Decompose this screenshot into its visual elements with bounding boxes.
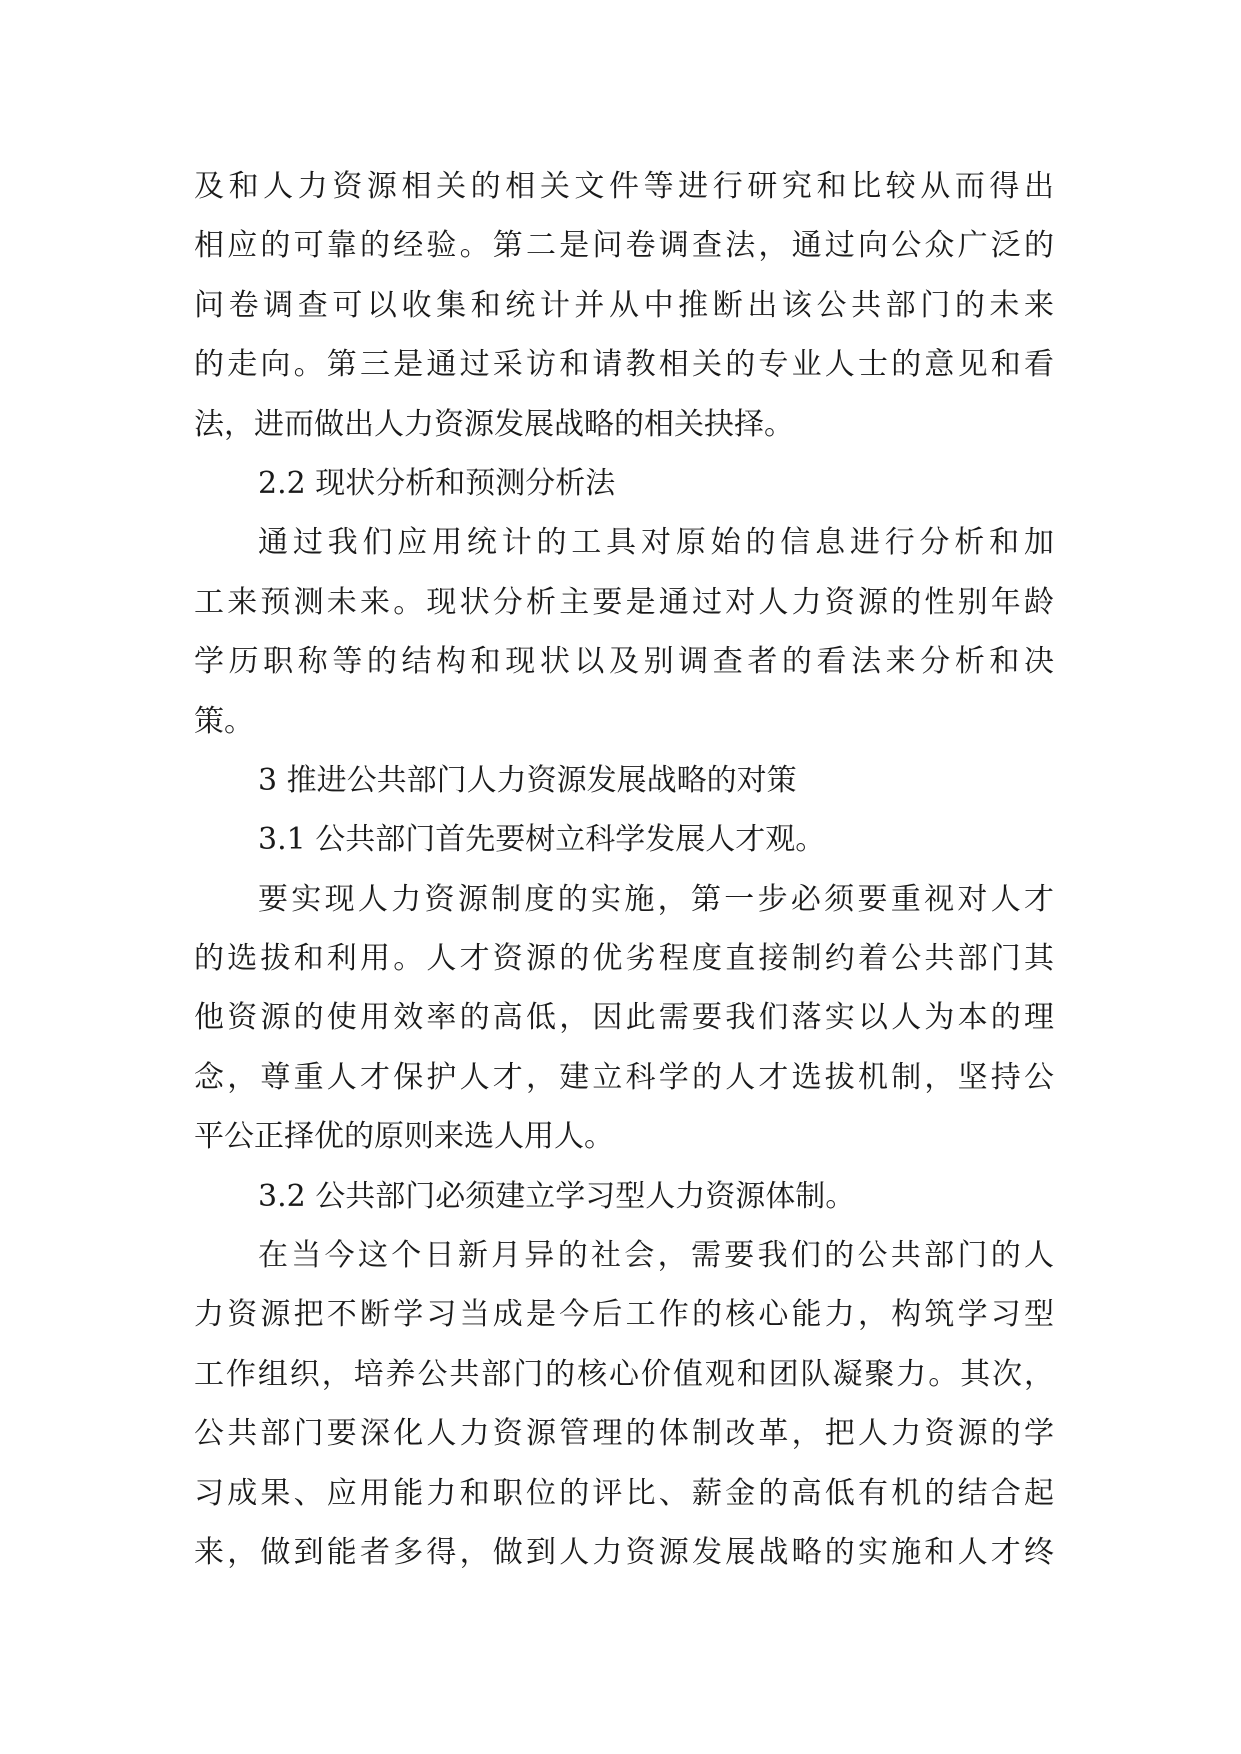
section-heading: 2.2 现状分析和预测分析法 [258, 465, 616, 501]
text-line: 学历职称等的结构和现状以及别调查者的看法来分析和决 [194, 644, 1054, 680]
text-line: 平公正择优的原则来选人用人。 [194, 1119, 614, 1155]
text-line: 念，尊重人才保护人才，建立科学的人才选拔机制，坚持公 [194, 1059, 1054, 1095]
text-line: 通过我们应用统计的工具对原始的信息进行分析和加 [258, 525, 1054, 561]
section-heading: 3 推进公共部门人力资源发展战略的对策 [258, 762, 797, 798]
text-line: 及和人力资源相关的相关文件等进行研究和比较从而得出 [194, 169, 1054, 204]
text-line: 力资源把不断学习当成是今后工作的核心能力，构筑学习型 [194, 1297, 1054, 1333]
text-line: 来，做到能者多得，做到人力资源发展战略的实施和人才终 [194, 1534, 1054, 1570]
text-line: 要实现人力资源制度的实施，第一步必须要重视对人才 [258, 881, 1054, 917]
text-line: 的选拔和利用。人才资源的优劣程度直接制约着公共部门其 [194, 941, 1054, 977]
section-heading: 3.1 公共部门首先要树立科学发展人才观。 [258, 822, 826, 858]
text-line: 公共部门要深化人力资源管理的体制改革，把人力资源的学 [194, 1416, 1054, 1452]
text-line: 法，进而做出人力资源发展战略的相关抉择。 [194, 406, 794, 442]
section-heading: 3.2 公共部门必须建立学习型人力资源体制。 [258, 1178, 856, 1214]
text-line: 的走向。第三是通过采访和请教相关的专业人士的意见和看 [194, 347, 1054, 383]
text-line: 习成果、应用能力和职位的评比、薪金的高低有机的结合起 [194, 1475, 1054, 1511]
text-line: 相应的可靠的经验。第二是问卷调查法，通过向公众广泛的 [194, 228, 1054, 264]
text-line: 他资源的使用效率的高低，因此需要我们落实以人为本的理 [194, 1000, 1054, 1036]
text-line: 工作组织，培养公共部门的核心价值观和团队凝聚力。其次， [194, 1356, 1054, 1392]
text-line: 在当今这个日新月异的社会，需要我们的公共部门的人 [258, 1238, 1054, 1274]
body-text [194, 157, 1054, 1582]
text-line: 问卷调查可以收集和统计并从中推断出该公共部门的未来 [194, 287, 1054, 323]
text-line: 策。 [194, 703, 254, 739]
text-line: 工来预测未来。现状分析主要是通过对人力资源的性别年龄 [194, 584, 1054, 620]
